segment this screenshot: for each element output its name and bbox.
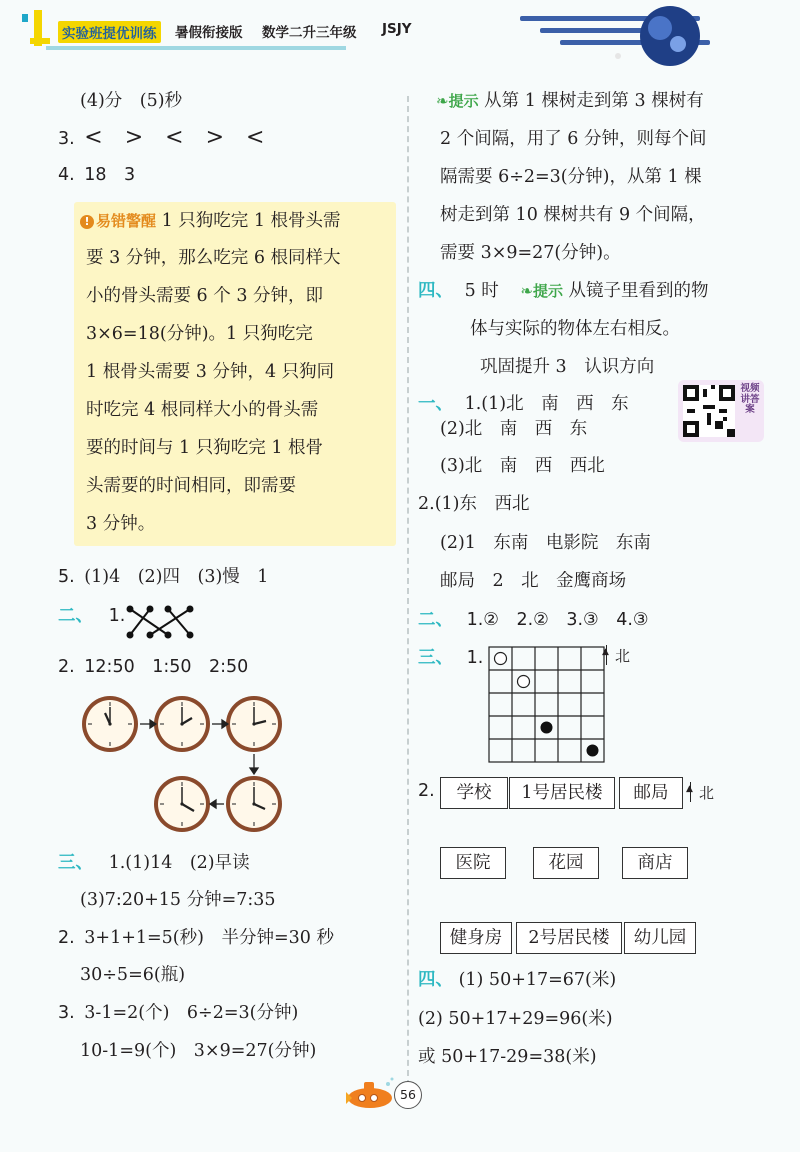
warning-line: 头需要的时间相同，即需要	[86, 476, 296, 496]
answer-line: (2) 50+17+29=96(米)	[418, 1009, 613, 1029]
map-box-garden: 花园	[533, 847, 599, 879]
question-number: 1.	[466, 648, 484, 668]
section-marker: 二、	[58, 606, 93, 626]
hint-line	[436, 90, 704, 112]
warning-text: 1 只狗吃完 1 根骨头需	[161, 211, 341, 231]
answer-line: 30÷5=6(瓶)	[80, 965, 186, 985]
section-subtitle: 巩固提升 3 认识方向	[480, 357, 655, 377]
warning-line: 3 分钟。	[86, 514, 156, 534]
section-marker: 二、	[418, 610, 453, 630]
answer-line: 或 50+17-29=38(米)	[418, 1047, 597, 1067]
page-header	[0, 0, 800, 70]
answer-text: (1)4 (2)四 (3)慢 1	[84, 567, 269, 587]
answer-line: (4)分 (5)秒	[80, 91, 183, 111]
warning-line: 时吃完 4 根同样大小的骨头需	[86, 400, 319, 420]
answer-text: 18 3	[84, 165, 136, 185]
answer-text: 3-1=2(个) 6÷2=3(分钟)	[84, 1003, 299, 1023]
answer-text: 12:50 1:50 2:50	[84, 657, 249, 677]
s1-q1	[418, 393, 629, 415]
map-box-residence-2: 2号居民楼	[516, 922, 622, 954]
warning-tag	[80, 212, 156, 230]
leaf-icon: ❧	[520, 282, 533, 300]
section-3-q3	[58, 1002, 298, 1024]
qr-video-badge[interactable]	[678, 380, 764, 442]
warning-tag-label: 易错警醒	[96, 212, 157, 230]
map-box-post-office: 邮局	[619, 777, 683, 809]
section-3-q1	[58, 852, 250, 874]
section-2-q2	[58, 656, 248, 678]
answer-text: 1.② 2.② 3.③ 4.③	[466, 610, 649, 630]
subject-label: 数学二升三年级	[262, 25, 357, 41]
question-number: 1.	[108, 606, 126, 626]
north-indicator	[686, 782, 715, 804]
map-box-shop: 商店	[622, 847, 688, 879]
section-marker: 四、	[418, 281, 453, 301]
answer-line: (2)1 东南 电影院 东南	[440, 533, 651, 553]
answer-q5	[58, 566, 268, 588]
warning-line: 3×6=18(分钟)。1 只狗吃完	[86, 324, 313, 344]
answer-q3	[58, 127, 264, 150]
filled-circle-mark	[587, 745, 599, 757]
hint-line: 树走到第 10 棵树共有 9 个间隔，	[440, 205, 706, 225]
question-number: 2.	[58, 657, 75, 677]
question-number: 2.	[58, 928, 75, 948]
warning-line: 1 根骨头需要 3 分钟，4 只狗同	[86, 362, 335, 382]
edition-label: 暑假衔接版	[175, 25, 243, 41]
filled-circle-mark	[541, 722, 553, 734]
north-label: 北	[615, 647, 631, 665]
column-divider	[407, 96, 409, 1086]
map-box-school: 学校	[440, 777, 508, 809]
answer-line: (3)北 南 西 西北	[440, 456, 605, 476]
clock-sequence-diagram	[76, 692, 376, 842]
answer-line: 邮局 2 北 金鹰商场	[440, 571, 627, 591]
hint-tag-label: 提示	[532, 282, 563, 300]
answer-text: 1.(1)14 (2)早读	[108, 853, 250, 873]
s3-q2	[418, 780, 435, 802]
north-label: 北	[699, 784, 715, 802]
section-4-answer	[418, 280, 709, 302]
open-circle-mark	[495, 653, 507, 665]
warning-line: 小的骨头需要 6 个 3 分钟，即	[86, 286, 324, 306]
map-box-kindergarten: 幼儿园	[624, 922, 696, 954]
answer-text: 5 时	[464, 281, 499, 301]
open-circle-mark	[518, 676, 530, 688]
hint-line: 需要 3×9=27(分钟)。	[440, 243, 621, 263]
matching-lines-diagram	[124, 603, 200, 641]
answer-line: (2)北 南 西 东	[440, 419, 588, 439]
hint-line: 2 个间隔，用了 6 分钟，则每个间	[440, 129, 707, 149]
qr-label: 视频讲答案	[740, 383, 760, 415]
direction-grid	[488, 646, 608, 766]
section-marker: 三、	[418, 648, 453, 668]
section-3-q2	[58, 927, 334, 949]
s3-q1	[418, 647, 483, 669]
submarine-icon	[344, 1076, 398, 1112]
question-number: 3.	[58, 129, 75, 149]
answer-line: 2.(1)东 西北	[418, 494, 530, 514]
warning-line	[80, 210, 341, 232]
north-indicator	[602, 645, 631, 667]
s2-answers	[418, 609, 649, 631]
section-marker: 四、	[418, 970, 453, 990]
code-label: JSJY	[382, 21, 412, 37]
map-box-residence-1: 1号居民楼	[509, 777, 615, 809]
question-number: 5.	[58, 567, 75, 587]
answer-line: 10-1=9(个) 3×9=27(分钟)	[80, 1041, 317, 1061]
map-box-gym: 健身房	[440, 922, 512, 954]
hint-text: 从第 1 棵树走到第 3 棵树有	[484, 91, 704, 111]
section-marker: 三、	[58, 853, 93, 873]
s4-q1	[418, 969, 616, 991]
warning-line: 要 3 分钟，那么吃完 6 根同样大	[86, 248, 341, 268]
north-arrow-icon: ▲	[606, 645, 615, 665]
map-box-hospital: 医院	[440, 847, 506, 879]
series-badge: 实验班提优训练	[58, 21, 161, 43]
hint-line: 隔需要 6÷2=3(分钟)，从第 1 棵	[440, 167, 702, 187]
answer-text: (1) 50+17=67(米)	[458, 970, 617, 990]
hint-tag	[436, 92, 479, 110]
north-arrow-icon: ▲	[690, 782, 699, 802]
page-number: 56	[394, 1081, 422, 1109]
answer-text: 1.(1)北 南 西 东	[464, 394, 629, 414]
exclamation-icon: !	[80, 215, 94, 229]
section-marker: 一、	[418, 394, 453, 414]
answer-line: (3)7:20+15 分钟=7:35	[80, 890, 276, 910]
warning-line: 要的时间与 1 只狗吃完 1 根骨	[86, 438, 324, 458]
section-2-q1	[58, 605, 125, 627]
question-number: 4.	[58, 165, 75, 185]
hint-line: 体与实际的物体左右相反。	[470, 319, 680, 339]
qr-code-icon	[683, 385, 735, 437]
hint-tag	[520, 282, 563, 300]
comparison-symbols: < > < > <	[84, 125, 265, 150]
hint-text: 从镜子里看到的物	[568, 281, 709, 301]
question-number: 3.	[58, 1003, 75, 1023]
question-number: 2.	[418, 781, 435, 801]
answer-text: 3+1+1=5(秒) 半分钟=30 秒	[84, 928, 334, 948]
answer-q4	[58, 164, 135, 186]
hint-tag-label: 提示	[448, 92, 479, 110]
leaf-icon: ❧	[436, 92, 449, 110]
